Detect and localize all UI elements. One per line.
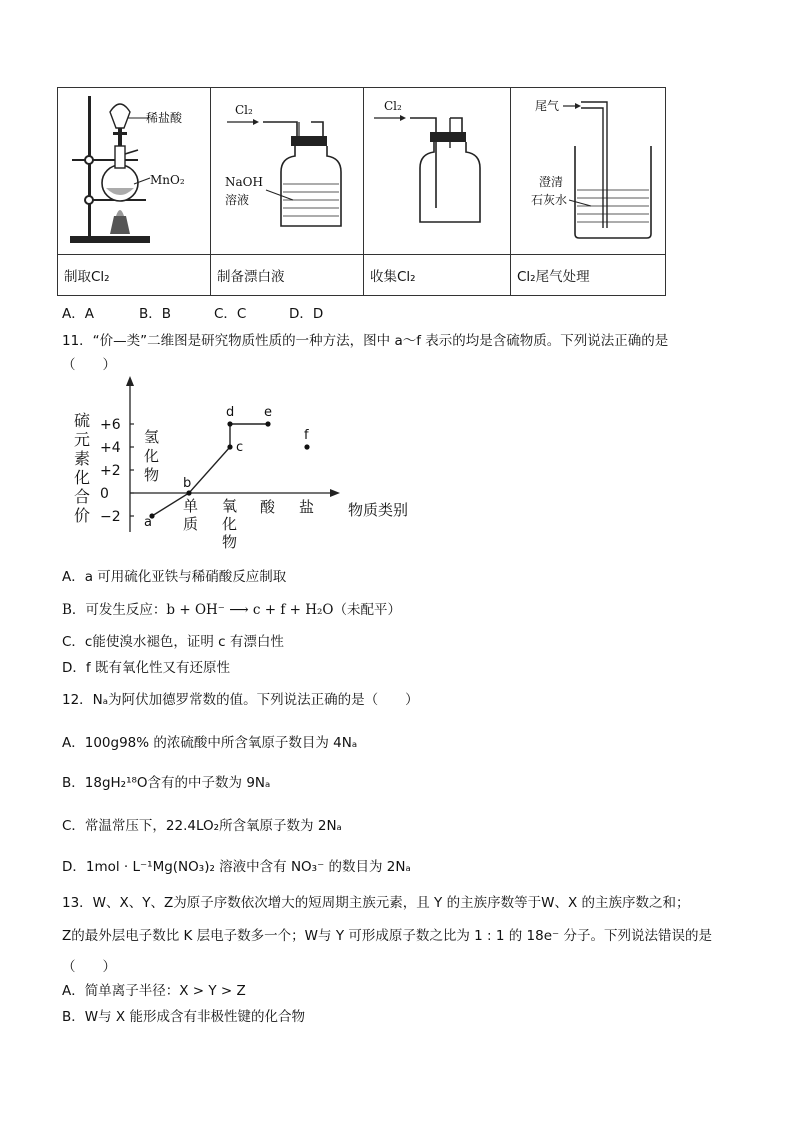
x-category-char: 物	[144, 466, 160, 484]
q11-option-b: B．可发生反应：b + OH⁻ ⟶ c + f + H₂O（未配平）	[62, 602, 401, 618]
y-label-char: 元	[74, 430, 91, 449]
caption-collect: 收集Cl₂	[364, 255, 511, 296]
q11-option-c: C．c能使溴水褪色，证明 c 有漂白性	[62, 634, 284, 650]
point-label-a: a	[144, 515, 152, 530]
x-category-char: 物	[222, 533, 238, 551]
q10-option-b: B．B	[139, 306, 172, 322]
caption-generate: 制取Cl₂	[58, 255, 211, 296]
x-category-char: 氢	[144, 428, 160, 446]
caption-tailgas: Cl₂尾气处理	[511, 255, 666, 296]
q11-option-d: D．f 既有氧化性又有还原性	[62, 660, 230, 676]
tailgas-figure	[511, 88, 665, 254]
apparatus-tailgas	[511, 88, 666, 255]
apparatus-bleach	[211, 88, 364, 255]
q10-option-a: A．A	[62, 306, 94, 322]
point-label-c: c	[236, 440, 244, 455]
point-c	[227, 444, 232, 449]
y-label-char: 化	[74, 468, 91, 487]
q12-option-b: B．18gH₂¹⁸O含有的中子数为 9Nₐ	[62, 775, 271, 791]
x-category-char: 化	[222, 515, 238, 533]
x-category-label: 酸	[260, 498, 276, 516]
label-naoh-solution: 溶液	[225, 193, 250, 207]
q11-stem: 11．“价—类”二维图是研究物质性质的一种方法，图中 a～f 表示的均是含硫物质。下列说法正确的是	[62, 333, 669, 349]
point-f	[304, 444, 309, 449]
y-tick-label: +2	[100, 463, 121, 479]
x-axis-label: 物质类别	[348, 501, 409, 519]
q13-option-b: B．W与 X 能形成含有非极性键的化合物	[62, 1009, 305, 1025]
q13-line1: 13．W、X、Y、Z为原子序数依次增大的短周期主族元素，且 Y 的主族序数等于W、X 的主族序数之和；	[62, 895, 690, 911]
x-category-char: 化	[144, 447, 160, 465]
label-cl2-bleach: Cl₂	[235, 103, 253, 117]
x-category-label: 盐	[299, 498, 315, 516]
label-naoh: NaOH	[225, 175, 263, 189]
q12-option-c: C．常温常压下，22.4LO₂所含氧原子数为 2Nₐ	[62, 818, 342, 834]
x-category-char: 单	[183, 497, 199, 515]
point-label-d: d	[226, 405, 235, 420]
point-label-f: f	[304, 428, 309, 443]
x-category-char: 质	[183, 515, 199, 533]
collect-figure	[364, 88, 510, 254]
generator-figure	[58, 88, 210, 254]
label-limewater-1: 澄清	[539, 175, 564, 189]
y-label-char: 素	[74, 449, 91, 468]
point-e	[265, 421, 270, 426]
q13-option-a: A．简单离子半径：X > Y > Z	[62, 983, 246, 999]
y-tick-label: +6	[100, 417, 121, 433]
label-cl2-collect: Cl₂	[384, 99, 402, 113]
series-line	[152, 424, 268, 516]
y-ticks	[100, 417, 134, 525]
point-b	[186, 490, 191, 495]
apparatus-table	[57, 87, 666, 296]
y-tick-label: +4	[100, 440, 121, 456]
y-label-char: 价	[74, 506, 91, 525]
q12-option-d: D．1mol · L⁻¹Mg(NO₃)₂ 溶液中含有 NO₃⁻ 的数目为 2Nₐ	[62, 859, 411, 875]
y-tick-label: −2	[100, 509, 121, 525]
bleach-figure	[211, 88, 363, 254]
label-mno2: MnO₂	[150, 173, 185, 187]
label-tail-gas: 尾气	[535, 99, 560, 113]
y-axis-label	[74, 411, 90, 525]
apparatus-generator	[58, 88, 211, 255]
point-d	[227, 421, 232, 426]
q12-stem: 12．Nₐ为阿伏加德罗常数的值。下列说法正确的是（ ）	[62, 692, 419, 708]
point-label-b: b	[183, 476, 192, 491]
q10-option-c: C．C	[214, 306, 247, 322]
caption-bleach: 制备漂白液	[211, 255, 364, 296]
q10-option-d: D．D	[289, 306, 324, 322]
q12-option-a: A．100g98% 的浓硫酸中所含氧原子数目为 4Nₐ	[62, 735, 358, 751]
q11-option-a: A．a 可用硫化亚铁与稀硝酸反应制取	[62, 569, 287, 585]
point-label-e: e	[264, 405, 272, 420]
y-tick-label: 0	[100, 486, 109, 502]
label-acid: 稀盐酸	[146, 111, 183, 125]
q13-line2: Z的最外层电子数比 K 层电子数多一个；W与 Y 可形成原子数之比为 1 : 1 的 18e⁻ 分子。下列说法错误的是	[62, 928, 712, 944]
q11-paren: （ ）	[62, 357, 116, 373]
y-label-char: 硫	[74, 411, 91, 430]
valence-class-chart	[60, 372, 420, 557]
x-category-char: 氧	[222, 497, 238, 515]
apparatus-collect	[364, 88, 511, 255]
label-limewater-2: 石灰水	[531, 193, 568, 207]
q13-paren: （ ）	[62, 959, 116, 975]
y-label-char: 合	[74, 487, 91, 506]
